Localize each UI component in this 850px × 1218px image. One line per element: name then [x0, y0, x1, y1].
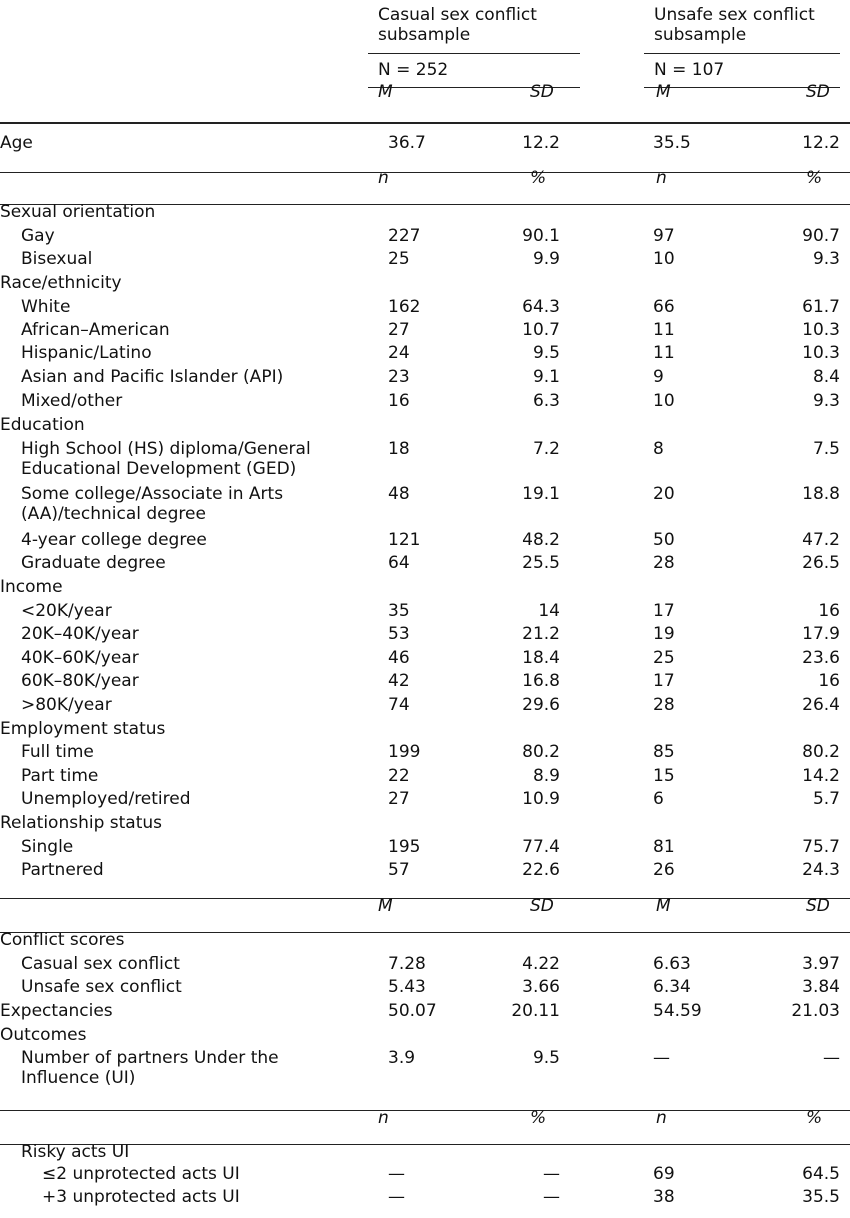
value-cell: 3.97: [802, 954, 840, 974]
value-cell: 85: [653, 742, 675, 762]
section-rule: [0, 898, 850, 899]
value-cell: 57: [388, 860, 410, 880]
subheader-cell: %: [806, 168, 823, 188]
subheader-cell: n: [656, 1108, 667, 1128]
value-cell: 6.3: [532, 391, 560, 411]
value-cell: 10: [653, 249, 675, 269]
value-cell: 17: [653, 671, 675, 691]
value-cell: 26: [653, 860, 675, 880]
row-label: Gay: [21, 226, 55, 246]
subheader-cell: M: [378, 896, 393, 916]
category-label: Income: [0, 577, 63, 597]
value-cell: 16: [818, 671, 840, 691]
value-cell: 11: [653, 320, 675, 340]
value-cell: 64.3: [522, 297, 560, 317]
value-cell: 25.5: [522, 553, 560, 573]
value-cell: 9.1: [532, 367, 560, 387]
value-cell: 27: [388, 789, 410, 809]
value-cell: 69: [653, 1164, 675, 1184]
value-cell: 20.11: [511, 1001, 560, 1021]
value-cell: 8.9: [532, 766, 560, 786]
group1-rule: [368, 53, 580, 54]
value-cell: 97: [653, 226, 675, 246]
value-cell: 18: [388, 439, 410, 459]
subheader-cell: n: [378, 168, 389, 188]
category-label: Risky acts UI: [21, 1142, 130, 1162]
value-cell: 36.7: [388, 133, 426, 153]
category-label: Relationship status: [0, 813, 162, 833]
value-cell: 9.5: [532, 343, 560, 363]
subheader-cell: SD: [806, 82, 830, 102]
value-cell: 23: [388, 367, 410, 387]
value-cell: —: [388, 1187, 405, 1207]
category-label: Conflict scores: [0, 930, 125, 950]
value-cell: 14.2: [802, 766, 840, 786]
value-cell: 53: [388, 624, 410, 644]
value-cell: 12.2: [522, 133, 560, 153]
value-cell: 9: [653, 367, 664, 387]
value-cell: 3.84: [802, 977, 840, 997]
value-cell: 50.07: [388, 1001, 437, 1021]
row-label: 4-year college degree: [21, 530, 207, 550]
category-label: Race/ethnicity: [0, 273, 122, 293]
subheader-cell: %: [530, 1108, 547, 1128]
subheader-cell: n: [378, 1108, 389, 1128]
row-label: Mixed/other: [21, 391, 123, 411]
value-cell: 38: [653, 1187, 675, 1207]
value-cell: 8.4: [812, 367, 840, 387]
value-cell: 64.5: [802, 1164, 840, 1184]
value-cell: 50: [653, 530, 675, 550]
row-label: Full time: [21, 742, 94, 762]
value-cell: 4.22: [522, 954, 560, 974]
value-cell: 80.2: [522, 742, 560, 762]
value-cell: 27: [388, 320, 410, 340]
value-cell: 5.7: [812, 789, 840, 809]
value-cell: 48.2: [522, 530, 560, 550]
subheader-cell: M: [378, 82, 393, 102]
value-cell: 17.9: [802, 624, 840, 644]
value-cell: 90.7: [802, 226, 840, 246]
group2-rule: [644, 53, 840, 54]
row-label: 20K–40K/year: [21, 624, 139, 644]
value-cell: 77.4: [522, 837, 560, 857]
value-cell: 227: [388, 226, 421, 246]
value-cell: 74: [388, 695, 410, 715]
value-cell: 21.03: [791, 1001, 840, 1021]
value-cell: 19.1: [522, 484, 560, 504]
subheader-cell: SD: [530, 896, 554, 916]
value-cell: 6.63: [653, 954, 691, 974]
value-cell: 10.9: [522, 789, 560, 809]
category-label: Sexual orientation: [0, 202, 156, 222]
value-cell: 35.5: [802, 1187, 840, 1207]
value-cell: 46: [388, 648, 410, 668]
value-cell: 5.43: [388, 977, 426, 997]
row-label: African–American: [21, 320, 170, 340]
row-label: Unsafe sex conflict: [21, 977, 182, 997]
subheader-cell: SD: [530, 82, 554, 102]
value-cell: 7.2: [532, 439, 560, 459]
value-cell: 7.28: [388, 954, 426, 974]
value-cell: —: [543, 1187, 560, 1207]
value-cell: 12.2: [802, 133, 840, 153]
value-cell: 195: [388, 837, 421, 857]
value-cell: 35.5: [653, 133, 691, 153]
value-cell: 54.59: [653, 1001, 702, 1021]
value-cell: 17: [653, 601, 675, 621]
value-cell: 9.3: [812, 249, 840, 269]
value-cell: 24: [388, 343, 410, 363]
group1-header: Casual sex conflict subsample: [378, 5, 537, 45]
value-cell: 9.9: [532, 249, 560, 269]
value-cell: —: [543, 1164, 560, 1184]
value-cell: 9.5: [532, 1048, 560, 1068]
value-cell: 81: [653, 837, 675, 857]
subheader-cell: %: [806, 1108, 823, 1128]
value-cell: 18.8: [802, 484, 840, 504]
row-label: Unemployed/retired: [21, 789, 191, 809]
value-cell: 7.5: [812, 439, 840, 459]
value-cell: 80.2: [802, 742, 840, 762]
age-bottom-rule: [0, 172, 850, 173]
section-rule: [0, 1110, 850, 1111]
value-cell: 3.66: [522, 977, 560, 997]
subheader-cell: n: [656, 168, 667, 188]
row-label: Casual sex conflict: [21, 954, 180, 974]
value-cell: 8: [653, 439, 664, 459]
row-label: Number of partners Under the Influence (UI): [21, 1048, 279, 1088]
value-cell: —: [388, 1164, 405, 1184]
value-cell: 75.7: [802, 837, 840, 857]
value-cell: 9.3: [812, 391, 840, 411]
value-cell: 21.2: [522, 624, 560, 644]
value-cell: 26.4: [802, 695, 840, 715]
row-label: Graduate degree: [21, 553, 166, 573]
subheader-cell: %: [530, 168, 547, 188]
value-cell: 14: [538, 601, 560, 621]
value-cell: 3.9: [388, 1048, 416, 1068]
value-cell: 121: [388, 530, 421, 550]
value-cell: 18.4: [522, 648, 560, 668]
row-label: ≤2 unprotected acts UI: [42, 1164, 240, 1184]
row-label: +3 unprotected acts UI: [42, 1187, 240, 1207]
value-cell: 22.6: [522, 860, 560, 880]
value-cell: 25: [653, 648, 675, 668]
category-label: Education: [0, 415, 85, 435]
value-cell: 26.5: [802, 553, 840, 573]
value-cell: 16: [388, 391, 410, 411]
subheader-cell: M: [656, 82, 671, 102]
row-label: Single: [21, 837, 74, 857]
row-label: Part time: [21, 766, 99, 786]
row-label: <20K/year: [21, 601, 112, 621]
value-cell: 47.2: [802, 530, 840, 550]
value-cell: 64: [388, 553, 410, 573]
row-label: Bisexual: [21, 249, 93, 269]
row-label: Expectancies: [0, 1001, 113, 1021]
value-cell: 6.34: [653, 977, 691, 997]
value-cell: 48: [388, 484, 410, 504]
value-cell: 23.6: [802, 648, 840, 668]
value-cell: 29.6: [522, 695, 560, 715]
value-cell: 35: [388, 601, 410, 621]
value-cell: 22: [388, 766, 410, 786]
group2-header: Unsafe sex conflict subsample: [654, 5, 815, 45]
value-cell: 15: [653, 766, 675, 786]
value-cell: 6: [653, 789, 664, 809]
row-label: Hispanic/Latino: [21, 343, 152, 363]
value-cell: 28: [653, 553, 675, 573]
row-label: Some college/Associate in Arts (AA)/technical degree: [21, 484, 284, 524]
row-label: 60K–80K/year: [21, 671, 139, 691]
value-cell: 90.1: [522, 226, 560, 246]
value-cell: 16.8: [522, 671, 560, 691]
category-label: Employment status: [0, 719, 166, 739]
value-cell: 66: [653, 297, 675, 317]
row-label: Age: [0, 133, 33, 153]
value-cell: 42: [388, 671, 410, 691]
value-cell: 19: [653, 624, 675, 644]
value-cell: 61.7: [802, 297, 840, 317]
row-label: Asian and Pacific Islander (API): [21, 367, 284, 387]
row-label: 40K–60K/year: [21, 648, 139, 668]
category-label: Outcomes: [0, 1025, 87, 1045]
value-cell: 16: [818, 601, 840, 621]
value-cell: 11: [653, 343, 675, 363]
value-cell: —: [823, 1048, 840, 1068]
value-cell: 20: [653, 484, 675, 504]
subheader-cell: M: [656, 896, 671, 916]
header-bottom-rule: [0, 122, 850, 124]
value-cell: 28: [653, 695, 675, 715]
value-cell: 10.7: [522, 320, 560, 340]
row-label: Partnered: [21, 860, 104, 880]
group1-n: N = 252: [378, 60, 449, 80]
value-cell: 24.3: [802, 860, 840, 880]
row-label: White: [21, 297, 71, 317]
subheader-cell: SD: [806, 896, 830, 916]
value-cell: 162: [388, 297, 421, 317]
value-cell: 10.3: [802, 320, 840, 340]
group2-n: N = 107: [654, 60, 725, 80]
row-label: >80K/year: [21, 695, 112, 715]
row-label: High School (HS) diploma/General Educational Development (GED): [21, 439, 311, 479]
value-cell: 25: [388, 249, 410, 269]
value-cell: 10.3: [802, 343, 840, 363]
value-cell: 10: [653, 391, 675, 411]
value-cell: 199: [388, 742, 421, 762]
value-cell: —: [653, 1048, 670, 1068]
